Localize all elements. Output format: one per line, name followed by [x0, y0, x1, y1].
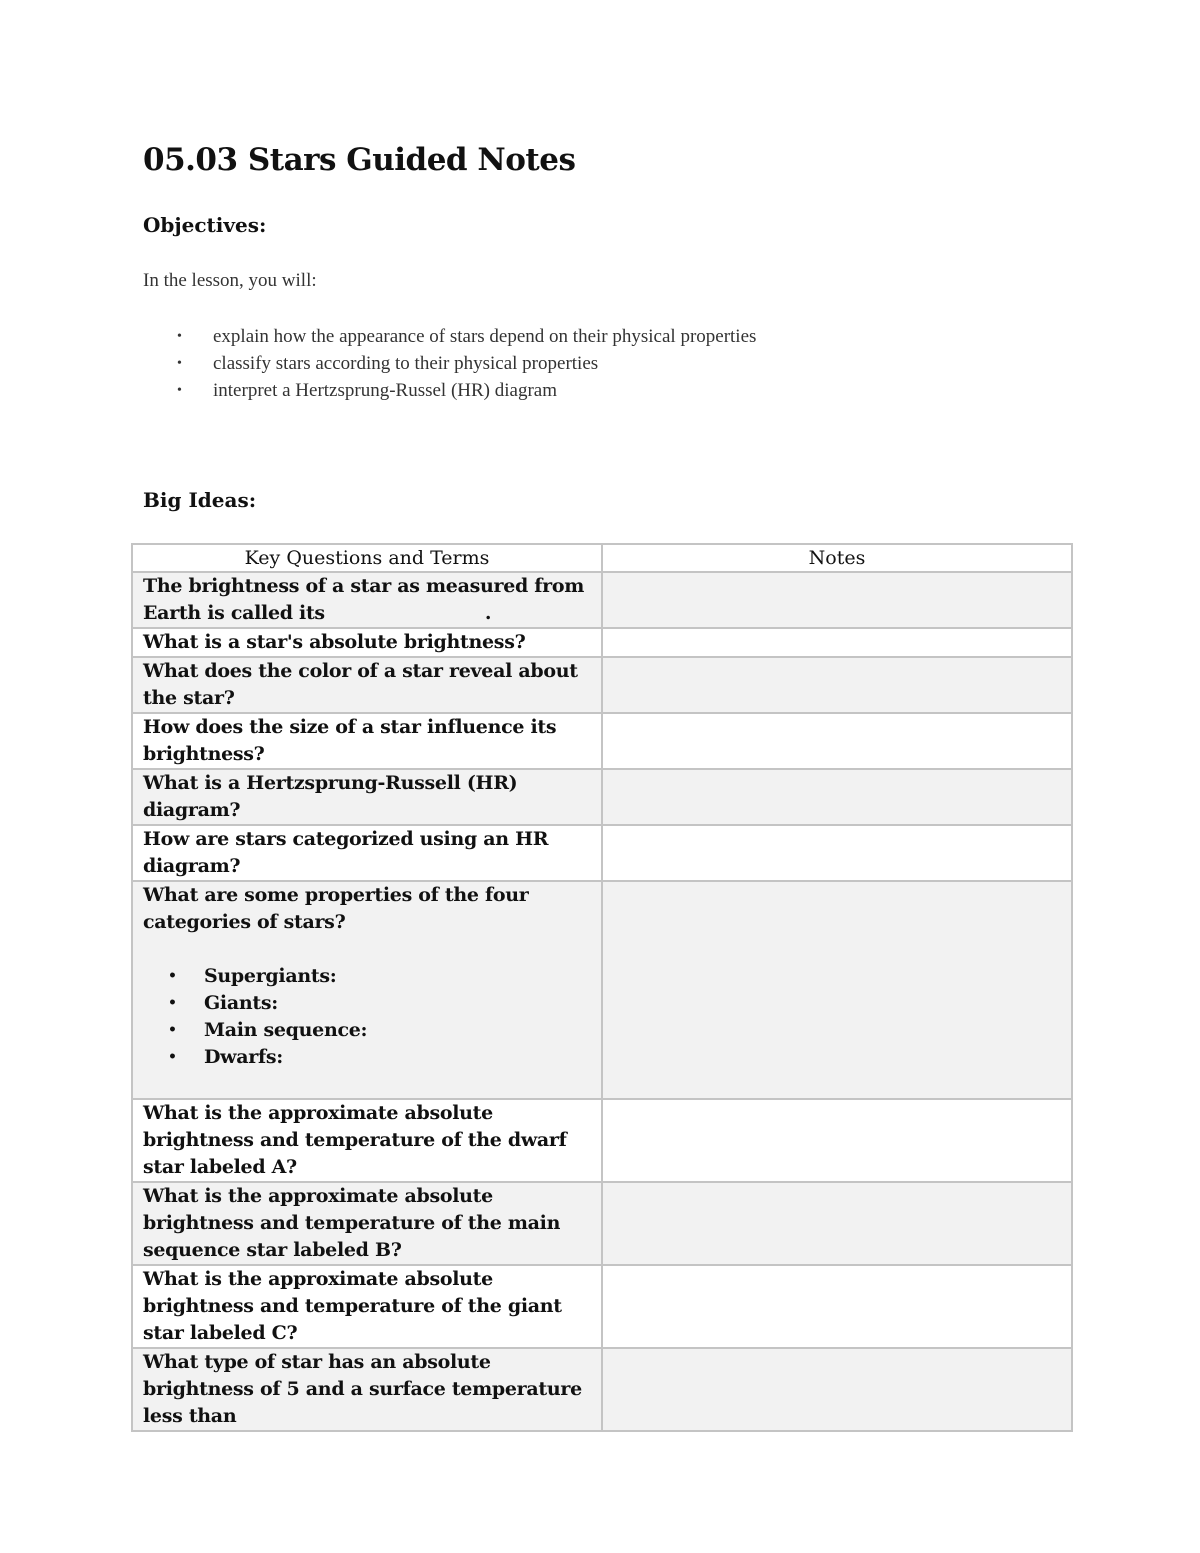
bullet-icon: •	[168, 968, 177, 984]
table-row	[132, 1182, 1072, 1265]
question-cell: What is a star's absolute brightness?	[132, 628, 602, 657]
star-category-label: Main sequence:	[204, 1019, 368, 1041]
star-category-item	[143, 1044, 591, 1071]
table-row	[132, 657, 1072, 713]
question-cell	[132, 881, 602, 1099]
star-category-label: Dwarfs:	[204, 1046, 283, 1068]
question-text: What are some properties of the four categories of stars?	[143, 884, 529, 933]
notes-cell[interactable]	[602, 1099, 1072, 1182]
notes-table	[131, 543, 1073, 1432]
notes-cell[interactable]	[602, 1265, 1072, 1348]
notes-cell[interactable]	[602, 1348, 1072, 1431]
table-row	[132, 881, 1072, 1099]
notes-cell[interactable]	[602, 657, 1072, 713]
objective-item	[143, 350, 756, 377]
question-cell: What type of star has an absolute brightness of 5 and a surface temperature less than	[132, 1348, 602, 1431]
objective-item	[143, 377, 756, 404]
notes-cell[interactable]	[602, 713, 1072, 769]
objective-text: interpret a Hertzsprung-Russel (HR) diagram	[213, 380, 558, 401]
question-cell: How are stars categorized using an HR diagram?	[132, 825, 602, 881]
bullet-icon: •	[168, 1049, 177, 1065]
notes-cell[interactable]	[602, 769, 1072, 825]
objective-text: explain how the appearance of stars depend on their physical properties	[213, 326, 757, 347]
table-row	[132, 1099, 1072, 1182]
star-category-item	[143, 963, 591, 990]
intro-text: In the lesson, you will:	[143, 270, 317, 291]
page-title: 05.03 Stars Guided Notes	[143, 142, 576, 178]
table-row	[132, 1265, 1072, 1348]
question-suffix: .	[484, 602, 492, 624]
question-cell: What is the approximate absolute brightness and temperature of the dwarf star labeled A?	[132, 1099, 602, 1182]
bullet-icon: •	[177, 329, 182, 344]
question-cell: How does the size of a star influence its brightness?	[132, 713, 602, 769]
notes-cell[interactable]	[602, 825, 1072, 881]
objective-text: classify stars according to their physical properties	[213, 353, 599, 374]
notes-cell[interactable]	[602, 1182, 1072, 1265]
table-row	[132, 1348, 1072, 1431]
notes-cell[interactable]	[602, 572, 1072, 628]
bullet-icon: •	[177, 356, 182, 371]
star-category-label: Giants:	[204, 992, 278, 1014]
big-ideas-heading: Big Ideas:	[143, 488, 257, 512]
header-notes: Notes	[602, 544, 1072, 572]
objective-item	[143, 323, 756, 350]
star-category-label: Supergiants:	[204, 965, 337, 987]
question-cell: What is a Hertzsprung-Russell (HR) diagram?	[132, 769, 602, 825]
bullet-icon: •	[177, 383, 182, 398]
star-category-item	[143, 990, 591, 1017]
star-category-item	[143, 1017, 591, 1044]
notes-cell[interactable]	[602, 881, 1072, 1099]
question-cell: What does the color of a star reveal about the star?	[132, 657, 602, 713]
question-cell	[132, 572, 602, 628]
star-category-list	[143, 963, 591, 1071]
question-text: The brightness of a star as measured from Earth is called its	[143, 575, 585, 624]
table-header-row	[132, 544, 1072, 572]
question-cell: What is the approximate absolute brightness and temperature of the giant star labeled C?	[132, 1265, 602, 1348]
notes-cell[interactable]	[602, 628, 1072, 657]
table-row	[132, 572, 1072, 628]
header-key-questions: Key Questions and Terms	[132, 544, 602, 572]
bullet-icon: •	[168, 1022, 177, 1038]
table-row	[132, 628, 1072, 657]
question-cell: What is the approximate absolute brightness and temperature of the main sequence star labeled B?	[132, 1182, 602, 1265]
bullet-icon: •	[168, 995, 177, 1011]
table-row	[132, 769, 1072, 825]
table-row	[132, 825, 1072, 881]
table-row	[132, 713, 1072, 769]
objectives-list	[143, 323, 756, 404]
objectives-heading: Objectives:	[143, 213, 267, 237]
